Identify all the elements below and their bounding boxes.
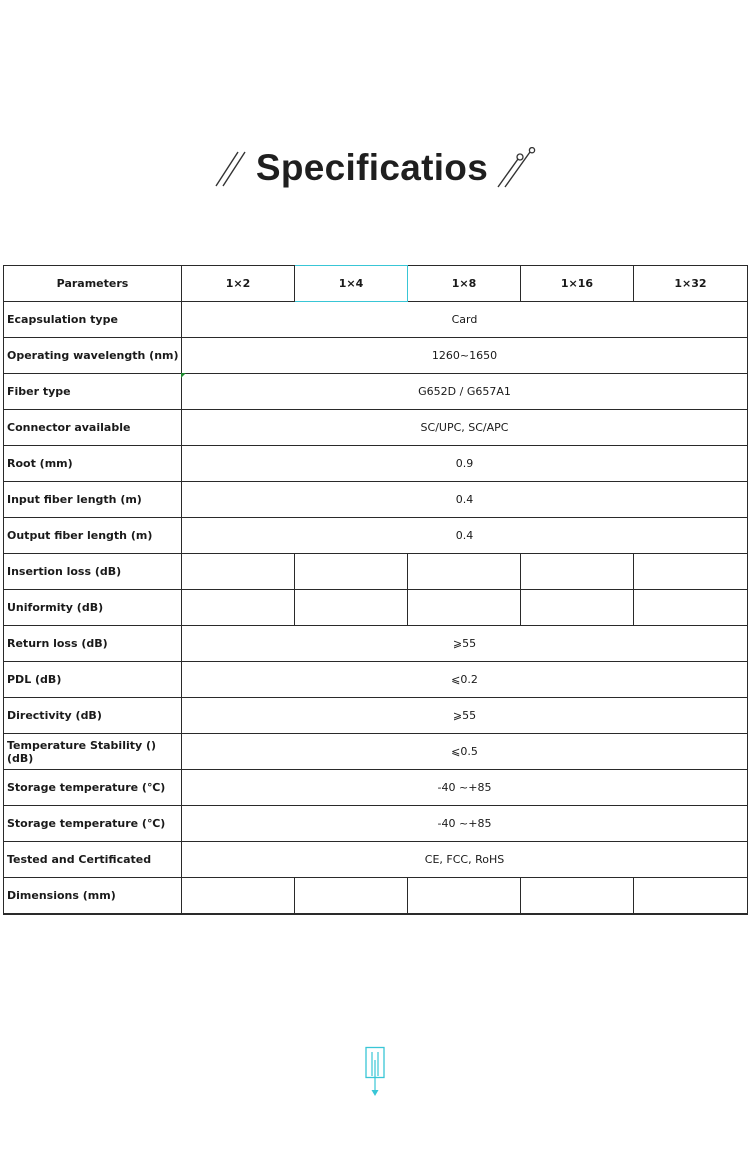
- row-label: PDL (dB): [4, 662, 182, 698]
- double-slash-icon: [214, 148, 248, 188]
- row-value: 1260~1650: [182, 338, 748, 374]
- cell-1x2: [182, 878, 295, 915]
- row-value: ⩾55: [182, 626, 748, 662]
- cell-1x16: [521, 554, 634, 590]
- header-col-1x8: 1×8: [408, 266, 521, 302]
- row-value: ⩽0.5: [182, 734, 748, 770]
- cell-1x16: [521, 590, 634, 626]
- table-row: [4, 806, 748, 842]
- cell-marker: [181, 373, 186, 378]
- row-value: 0.4: [182, 518, 748, 554]
- row-label: Fiber type: [4, 374, 182, 410]
- table-row: [4, 446, 748, 482]
- table-row: [4, 878, 748, 915]
- cell-1x8: [408, 590, 521, 626]
- cell-1x2: [182, 590, 295, 626]
- table-header-row: [4, 266, 748, 302]
- scroll-down-icon[interactable]: [362, 1046, 388, 1100]
- table-row: [4, 770, 748, 806]
- cell-1x8: [408, 554, 521, 590]
- cell-1x2: [182, 554, 295, 590]
- row-label: Storage temperature (℃): [4, 806, 182, 842]
- row-value: -40 ~+85: [182, 770, 748, 806]
- table-row: [4, 410, 748, 446]
- table-row: [4, 842, 748, 878]
- cell-1x32: [634, 590, 748, 626]
- page-title: Specificatios: [255, 147, 489, 188]
- spec-table: [3, 265, 748, 915]
- header-col-1x32: 1×32: [634, 266, 748, 302]
- section-header: [0, 140, 750, 196]
- row-value: [182, 374, 748, 410]
- row-label: Operating wavelength (nm): [4, 338, 182, 374]
- row-value: SC/UPC, SC/APC: [182, 410, 748, 446]
- header-col-1x2: 1×2: [182, 266, 295, 302]
- table-row: [4, 518, 748, 554]
- row-label: Storage temperature (℃): [4, 770, 182, 806]
- row-value: ⩾55: [182, 698, 748, 734]
- table-row: [4, 734, 748, 770]
- row-label: Insertion loss (dB): [4, 554, 182, 590]
- row-label: Input fiber length (m): [4, 482, 182, 518]
- row-label: Root (mm): [4, 446, 182, 482]
- cell-1x16: [521, 878, 634, 915]
- header-parameters: Parameters: [4, 266, 182, 302]
- cell-1x8: [408, 878, 521, 915]
- header-col-1x16: 1×16: [521, 266, 634, 302]
- row-label: Temperature Stability () (dB): [4, 734, 182, 770]
- row-label: Output fiber length (m): [4, 518, 182, 554]
- row-label: Return loss (dB): [4, 626, 182, 662]
- row-label: Directivity (dB): [4, 698, 182, 734]
- table-row: [4, 554, 748, 590]
- row-label: Ecapsulation type: [4, 302, 182, 338]
- pin-slash-icon: [496, 147, 536, 189]
- table-row: [4, 626, 748, 662]
- row-value: Card: [182, 302, 748, 338]
- cell-1x4: [295, 554, 408, 590]
- table-row: [4, 338, 748, 374]
- table-row: [4, 590, 748, 626]
- table-row: [4, 662, 748, 698]
- cell-1x32: [634, 878, 748, 915]
- table-row: [4, 374, 748, 410]
- row-value-text: G652D / G657A1: [418, 385, 511, 398]
- table-row: [4, 302, 748, 338]
- row-value: -40 ~+85: [182, 806, 748, 842]
- row-value: CE, FCC, RoHS: [182, 842, 748, 878]
- header-col-1x4: 1×4: [295, 266, 408, 302]
- cell-1x4: [295, 590, 408, 626]
- row-label: Dimensions (mm): [4, 878, 182, 915]
- cell-1x32: [634, 554, 748, 590]
- row-value: 0.9: [182, 446, 748, 482]
- row-value: 0.4: [182, 482, 748, 518]
- row-value: ⩽0.2: [182, 662, 748, 698]
- table-row: [4, 698, 748, 734]
- cell-1x4: [295, 878, 408, 915]
- row-label: Tested and Certificated: [4, 842, 182, 878]
- table-row: [4, 482, 748, 518]
- row-label: Connector available: [4, 410, 182, 446]
- row-label: Uniformity (dB): [4, 590, 182, 626]
